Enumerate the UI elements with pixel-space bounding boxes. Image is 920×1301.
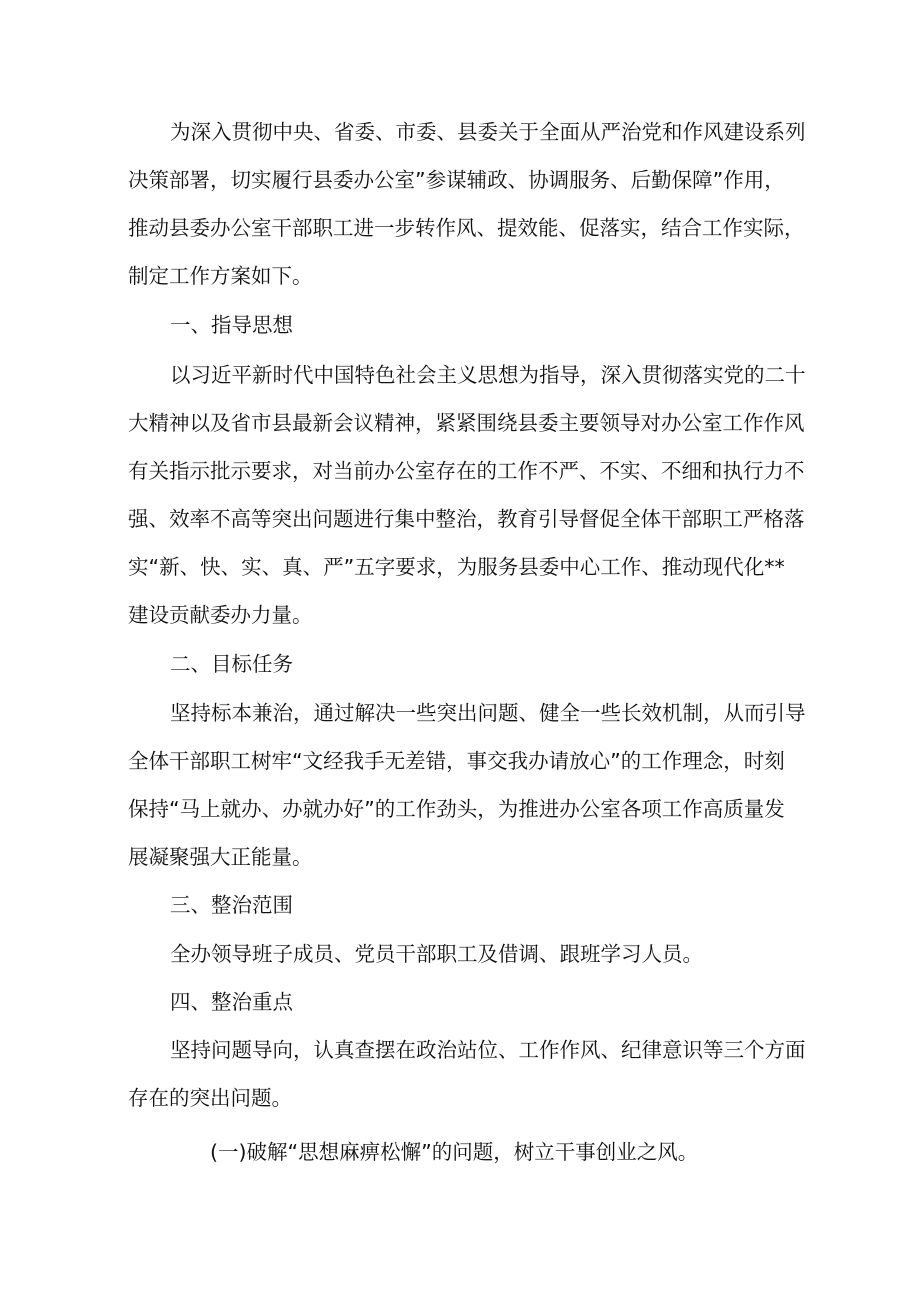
subsection-heading-1: (一)破解“思想麻痹松懈”的问题，树立干事创业之风。 bbox=[210, 1140, 699, 1164]
section1-line-2: 大精神以及省市县最新会议精神，紧紧围绕县委主要领导对办公室工作作风 bbox=[128, 411, 805, 435]
section4-line-2: 存在的突出问题。 bbox=[128, 1086, 292, 1110]
section-heading-focus: 四、整治重点 bbox=[170, 990, 293, 1014]
section1-line-5: 实“新、快、实、真、严”五字要求，为服务县委中心工作、推动现代化** bbox=[128, 555, 785, 579]
section-heading-goals-tasks: 二、目标任务 bbox=[170, 652, 293, 676]
intro-line-2: 决策部署，切实履行县委办公室”参谋辅政、协调服务、后勤保障”作用， bbox=[128, 168, 785, 192]
section1-line-4: 强、效率不高等突出问题进行集中整治，教育引导督促全体干部职工严格落 bbox=[128, 507, 805, 531]
section2-line-4: 展凝聚强大正能量。 bbox=[128, 845, 313, 869]
intro-line-3: 推动县委办公室干部职工进一步转作风、提效能、促落实，结合工作实际， bbox=[128, 216, 805, 240]
section4-line-1: 坚持问题导向，认真查摆在政治站位、工作作风、纪律意识等三个方面 bbox=[170, 1038, 806, 1062]
section1-line-1: 以习近平新时代中国特色社会主义思想为指导，深入贯彻落实党的二十 bbox=[170, 363, 806, 387]
section-heading-scope: 三、整治范围 bbox=[170, 893, 293, 917]
section1-line-6: 建设贡献委办力量。 bbox=[128, 603, 313, 627]
intro-line-4: 制定工作方案如下。 bbox=[128, 264, 313, 288]
section2-line-3: 保持“马上就办、办就办好”的工作劲头，为推进办公室各项工作高质量发 bbox=[128, 797, 785, 821]
intro-line-1: 为深入贯彻中央、省委、市委、县委关于全面从严治党和作风建设系列 bbox=[170, 120, 806, 144]
section1-line-3: 有关指示批示要求，对当前办公室存在的工作不严、不实、不细和执行力不 bbox=[128, 459, 805, 483]
section2-line-2: 全体干部职工树牢“文经我手无差错，事交我办请放心”的工作理念，时刻 bbox=[128, 749, 785, 773]
section-heading-guiding-ideology: 一、指导思想 bbox=[170, 313, 293, 337]
section2-line-1: 坚持标本兼治，通过解决一些突出问题、健全一些长效机制，从而引导 bbox=[170, 701, 806, 725]
section3-line-1: 全办领导班子成员、党员干部职工及借调、跟班学习人员。 bbox=[170, 942, 703, 966]
